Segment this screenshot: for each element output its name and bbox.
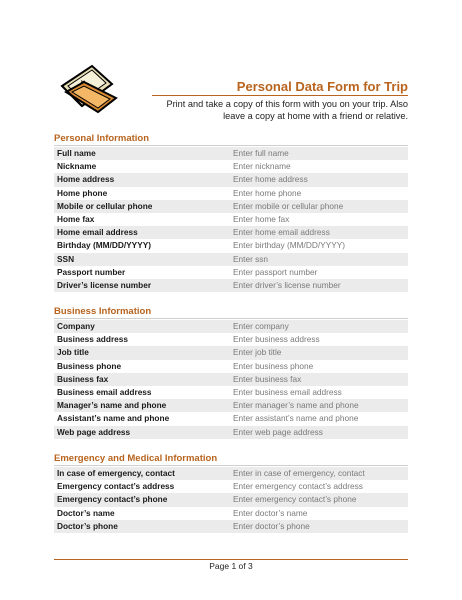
- table-row: [54, 412, 408, 425]
- field-value[interactable]: Enter ssn: [233, 253, 269, 264]
- field-label: Business address: [57, 334, 129, 345]
- field-label: Home phone: [57, 187, 108, 198]
- table-row: [54, 480, 408, 493]
- table-row: [54, 426, 408, 439]
- table-row: [54, 320, 408, 333]
- field-label: In case of emergency, contact: [57, 468, 175, 478]
- field-label: SSN: [57, 253, 75, 264]
- table-row: [54, 226, 408, 239]
- section-emergency-medical-information: [54, 452, 408, 533]
- table-row: [54, 173, 408, 186]
- field-label: Nickname: [57, 161, 97, 172]
- field-value[interactable]: Enter birthday (MM/DD/YYYY): [233, 240, 346, 251]
- field-value[interactable]: Enter company: [233, 321, 289, 331]
- field-value[interactable]: Enter home email address: [233, 227, 330, 238]
- field-value[interactable]: Enter emergency contact’s address: [233, 481, 363, 492]
- field-value[interactable]: Enter emergency contact’s phone: [233, 494, 357, 505]
- field-label: Web page address: [57, 426, 131, 437]
- field-label: Driver’s license number: [57, 279, 152, 290]
- field-label: Home fax: [57, 213, 95, 224]
- footer-divider: [54, 559, 408, 560]
- field-label: Assistant’s name and phone: [57, 413, 170, 424]
- field-value[interactable]: Enter business address: [233, 334, 320, 345]
- table-row: [54, 373, 408, 386]
- form-title: Personal Data Form for Trip: [236, 79, 408, 94]
- field-label: Doctor’s phone: [57, 520, 118, 531]
- section-personal-information: [54, 132, 408, 292]
- table-row: [54, 507, 408, 520]
- table-row: [54, 213, 408, 226]
- table-row: [54, 160, 408, 173]
- table-row: [54, 493, 408, 506]
- table-row: [54, 147, 408, 160]
- table-row: [54, 187, 408, 200]
- field-label: Emergency contact’s phone: [57, 494, 168, 505]
- field-value[interactable]: Enter driver’s license number: [233, 279, 341, 290]
- field-label: Company: [57, 321, 95, 331]
- field-label: Job title: [57, 347, 89, 358]
- field-value[interactable]: Enter business email address: [233, 386, 342, 397]
- table-row: [54, 386, 408, 399]
- field-label: Mobile or cellular phone: [57, 200, 153, 211]
- field-value[interactable]: Enter web page address: [233, 426, 323, 437]
- table-row: [54, 360, 408, 373]
- field-value[interactable]: Enter business fax: [233, 373, 302, 384]
- field-value[interactable]: Enter home fax: [233, 213, 290, 224]
- field-value[interactable]: Enter mobile or cellular phone: [233, 200, 344, 211]
- form-description: [152, 98, 408, 122]
- table-row: [54, 333, 408, 346]
- field-value[interactable]: Enter home phone: [233, 187, 302, 198]
- field-label: Business phone: [57, 360, 122, 371]
- table-row: [54, 200, 408, 213]
- field-value[interactable]: Enter job title: [233, 347, 282, 358]
- field-value[interactable]: Enter passport number: [233, 266, 318, 277]
- field-value[interactable]: Enter manager’s name and phone: [233, 400, 359, 411]
- field-value[interactable]: Enter nickname: [233, 161, 291, 172]
- field-value[interactable]: Enter home address: [233, 174, 308, 185]
- field-value[interactable]: Enter business phone: [233, 360, 314, 371]
- field-label: Home address: [57, 174, 115, 185]
- field-label: Manager’s name and phone: [57, 400, 167, 411]
- table-row: [54, 346, 408, 359]
- field-value[interactable]: Enter in case of emergency, contact: [233, 468, 365, 478]
- title-divider: [152, 95, 408, 96]
- table-row: [54, 279, 408, 292]
- table-row: [54, 520, 408, 533]
- field-label: Business email address: [57, 386, 152, 397]
- table-row: [54, 399, 408, 412]
- table-row: [54, 266, 408, 279]
- money-wallet-icon: [58, 62, 118, 116]
- table-row: [54, 253, 408, 266]
- table-row: [54, 239, 408, 252]
- field-value[interactable]: Enter full name: [233, 148, 289, 158]
- page-number: Page 1 of 3: [209, 561, 253, 571]
- section-title: Personal Information: [54, 132, 408, 146]
- field-label: Birthday (MM/DD/YYYY): [57, 240, 152, 251]
- field-label: Full name: [57, 148, 96, 158]
- field-label: Doctor’s name: [57, 507, 115, 518]
- description-line: Print and take a copy of this form with you on your trip. Also: [166, 99, 408, 109]
- field-label: Home email address: [57, 227, 138, 238]
- field-value[interactable]: Enter doctor’s name: [233, 507, 308, 518]
- field-label: Emergency contact’s address: [57, 481, 175, 492]
- section-title: Business Information: [54, 305, 408, 319]
- field-value[interactable]: Enter doctor’s phone: [233, 520, 310, 531]
- section-business-information: [54, 305, 408, 439]
- field-label: Passport number: [57, 266, 126, 277]
- description-line: leave a copy at home with a friend or relative.: [223, 111, 408, 121]
- field-value[interactable]: Enter assistant’s name and phone: [233, 413, 359, 424]
- section-title: Emergency and Medical Information: [54, 452, 408, 466]
- field-label: Business fax: [57, 373, 109, 384]
- table-row: [54, 467, 408, 480]
